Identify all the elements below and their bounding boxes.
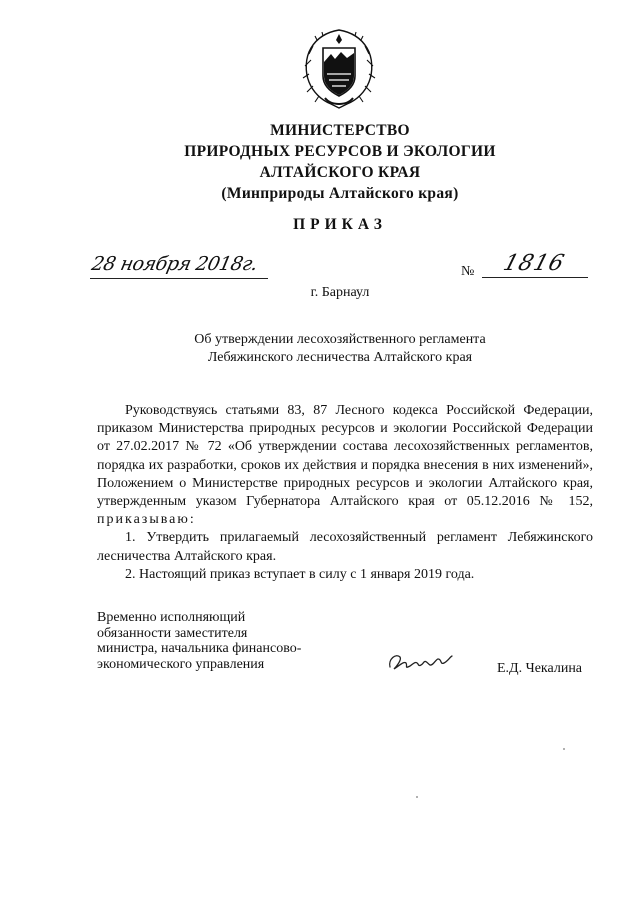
- order-date-handwritten: 28 ноября 2018г.: [89, 253, 260, 275]
- order-number-value: 1816: [500, 251, 568, 276]
- signer-position-line1: Временно исполняющий: [97, 610, 246, 625]
- city: г. Барнаул: [310, 285, 370, 300]
- ministry-title-line2: ПРИРОДНЫХ РЕСУРСОВ И ЭКОЛОГИИ: [184, 143, 496, 160]
- order-item-1: 1. Утвердить прилагаемый лесохозяйственный регламент Лебяжинского лесничества Алтайского края.: [97, 530, 593, 564]
- number-underline: [482, 277, 588, 278]
- scan-speck: [416, 796, 418, 798]
- signature-icon: [386, 647, 456, 675]
- signer-position-line2: обязанности заместителя: [97, 625, 248, 641]
- order-body: [97, 402, 593, 584]
- preamble-paragraph: [97, 402, 593, 529]
- order-title-line2: Лебяжинского лесничества Алтайского края: [207, 350, 473, 365]
- signer-name: Е.Д. Чекалина: [497, 661, 583, 676]
- signer-position-line4: экономического управления: [97, 656, 265, 672]
- signer-position: [97, 610, 301, 672]
- date-underline: [90, 278, 268, 279]
- ministry-title-line1: МИНИСТЕРСТВО: [270, 122, 410, 139]
- order-title: [120, 331, 560, 367]
- order-item-2: 2. Настоящий приказ вступает в силу с 1 января 2019 года.: [125, 566, 475, 582]
- number-label: №: [461, 264, 475, 279]
- order-number: [482, 249, 592, 285]
- preamble-text: Руководствуясь статьями 83, 87 Лесного кодекса Российской Федерации, приказом Министерства природных ресурсов и экологии Российской Федерации от 27.02.2017 № 72 «Об утверждении состава лесохозяйственных регламентов, порядка их разработки, сроков их действия и порядка внесения в них изменений», Положением о Министерстве природных ресурсов и экологии Алтайского края, утвержденным указом Губернатора Алтайского края от 05.12.2016 № 152,: [97, 403, 593, 510]
- document-type: ПРИКАЗ: [293, 216, 387, 233]
- order-date: [90, 251, 280, 285]
- order-word: приказываю:: [97, 512, 196, 528]
- coat-of-arms-icon: [297, 26, 381, 112]
- order-title-line1: Об утверждении лесохозяйственного регламента: [194, 332, 486, 347]
- ministry-short-name: (Минприроды Алтайского края): [221, 185, 459, 202]
- scan-speck: [563, 748, 565, 750]
- ministry-title-line3: АЛТАЙСКОГО КРАЯ: [259, 164, 421, 181]
- signer-position-line3: министра, начальника финансово-: [97, 641, 302, 656]
